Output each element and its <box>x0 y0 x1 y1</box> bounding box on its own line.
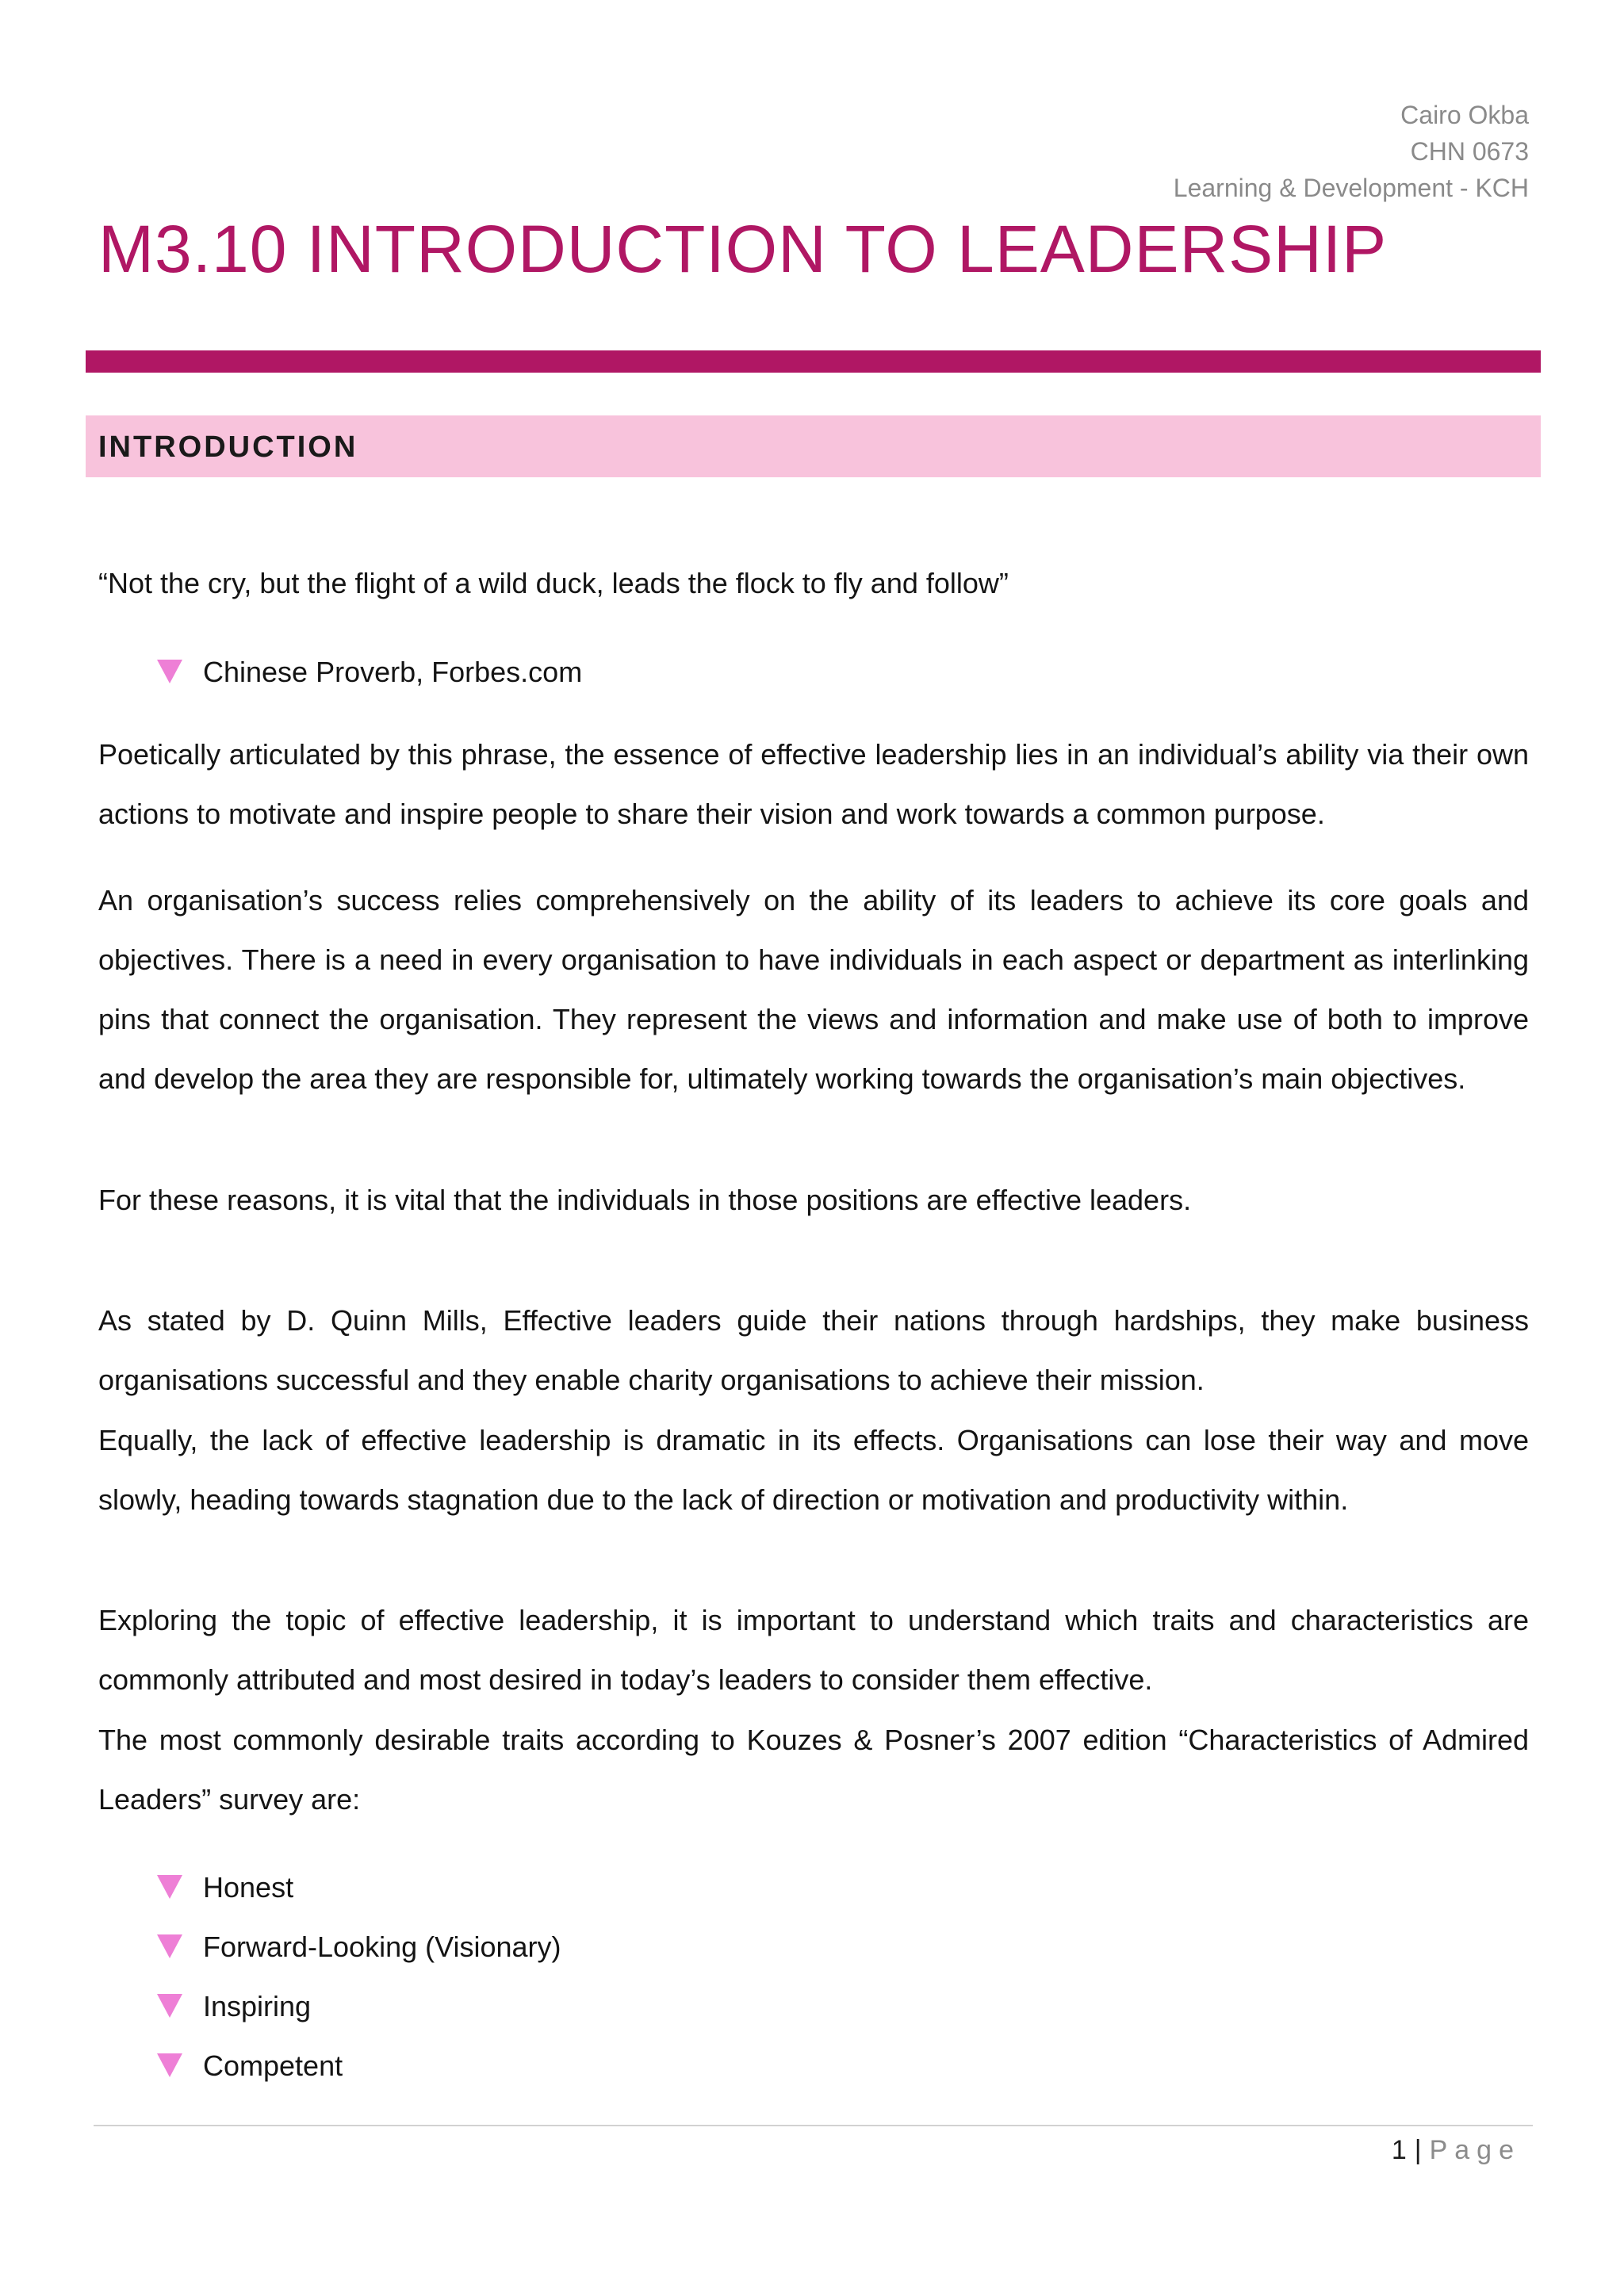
trait-list-item <box>157 2036 343 2095</box>
trait-label: Competent <box>203 2049 343 2082</box>
document-header-meta <box>1174 97 1529 206</box>
paragraph-reasons: For these reasons, it is vital that the individuals in those positions are effective leaders. <box>98 1184 1192 1216</box>
section-heading: INTRODUCTION <box>98 430 358 464</box>
page-footer <box>1392 2131 1521 2169</box>
pink-triangle-bullet-icon <box>157 1934 182 1958</box>
trait-list-item <box>157 1976 311 2036</box>
author-name: Cairo Okba <box>1400 101 1529 129</box>
paragraph-lack-of-leadership: Equally, the lack of effective leadership is dramatic in its effects. Organisations can lose their way and move slowly, heading towards stagnation due to the lack of direction or motivation and productivity within. <box>98 1424 1529 1516</box>
page-number: 1 <box>1391 2135 1407 2165</box>
page-separator: | <box>1414 2135 1422 2165</box>
paragraph-leadership-essence: Poetically articulated by this phrase, the essence of effective leadership lies in an individual’s ability via their own actions to motivate and inspire people to share their vision and work towards a common purpose. <box>98 738 1529 830</box>
department-label: Learning & Development - KCH <box>1173 174 1529 202</box>
trait-list-item <box>157 1917 561 1976</box>
paragraph-kouzes-posner: The most commonly desirable traits according to Kouzes & Posner’s 2007 edition “Characteristics of Admired Leaders” survey are: <box>98 1724 1529 1816</box>
pink-triangle-bullet-icon <box>157 2053 182 2077</box>
paragraph-quinn-mills: As stated by D. Quinn Mills, Effective leaders guide their nations through hardships, they make business organisations successful and they enable charity organisations to achieve their mission. <box>98 1304 1529 1396</box>
pink-triangle-bullet-icon <box>157 1875 182 1899</box>
pink-triangle-bullet-icon <box>157 660 182 683</box>
footer-divider <box>94 2125 1533 2126</box>
quote-attribution-text: Chinese Proverb, Forbes.com <box>203 656 583 688</box>
paragraph-effective-traits: Exploring the topic of effective leadership, it is important to understand which traits and characteristics are commonly attributed and most desired in today’s leaders to consider them effective. <box>98 1604 1529 1696</box>
paragraph-organisation-success: An organisation’s success relies comprehensively on the ability of its leaders to achieve its core goals and objectives. There is a need in every organisation to have individuals in each aspect or department as interlinking pins that connect the organisation. They represent the views and information and make use of both to improve and develop the area they are responsible for, ultimately working towards the organisation’s main objectives. <box>98 884 1529 1095</box>
trait-list-item <box>157 1858 293 1917</box>
quote-attribution <box>157 642 582 702</box>
pink-triangle-bullet-icon <box>157 1994 182 2018</box>
trait-label: Forward-Looking (Visionary) <box>203 1931 561 1963</box>
trait-label: Inspiring <box>203 1990 312 2022</box>
trait-label: Honest <box>203 1871 294 1904</box>
page-label: Page <box>1429 2135 1521 2165</box>
quote-text: “Not the cry, but the flight of a wild duck, leads the flock to fly and follow” <box>98 567 1009 599</box>
course-code: CHN 0673 <box>1410 137 1529 166</box>
title-divider <box>86 350 1541 373</box>
document-title: M3.10 INTRODUCTION TO LEADERSHIP <box>98 212 1388 286</box>
